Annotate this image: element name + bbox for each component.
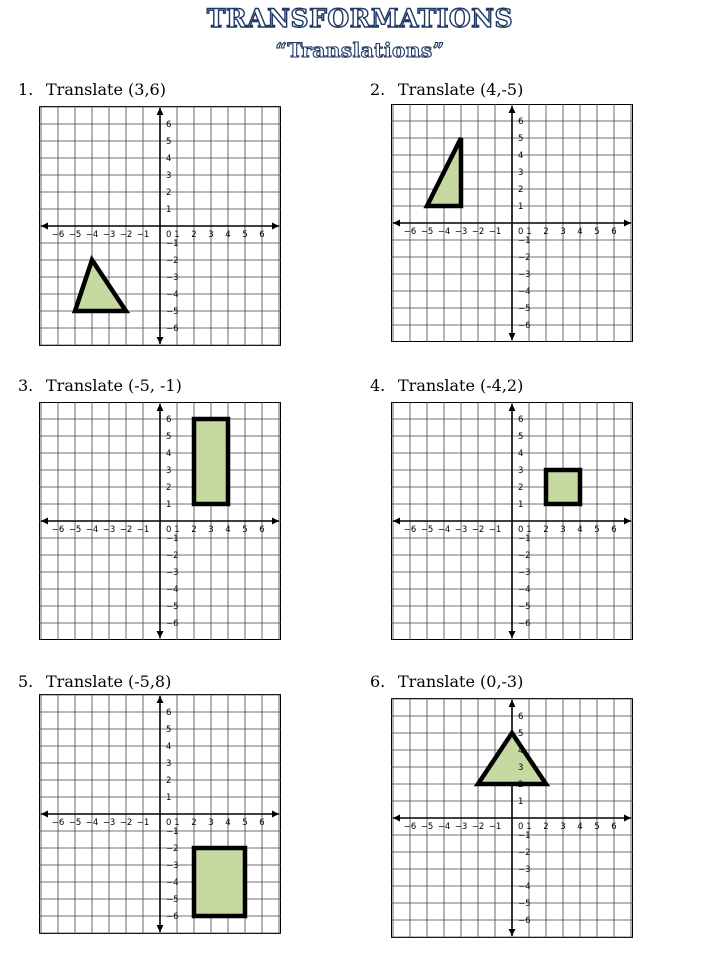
problem-instruction: Translate (-5,8) xyxy=(46,672,172,691)
x-tick-label: 6 xyxy=(259,818,265,828)
y-tick-label: −6 xyxy=(518,619,531,629)
y-tick-label: 4 xyxy=(518,449,524,459)
y-tick-label: 1 xyxy=(166,205,172,215)
figure-rectangle xyxy=(194,848,245,916)
y-tick-label: −6 xyxy=(518,321,531,331)
problem-instruction: Translate (-5, -1) xyxy=(46,376,182,395)
coordinate-grid-4 xyxy=(391,402,633,640)
x-tick-label: 2 xyxy=(543,822,549,832)
y-tick-label: 1 xyxy=(518,500,524,510)
y-tick-label: −2 xyxy=(166,551,179,561)
y-tick-label: 5 xyxy=(166,432,172,442)
y-tick-label: −3 xyxy=(166,568,179,578)
x-tick-label: −2 xyxy=(471,227,485,237)
y-tick-label: −3 xyxy=(518,270,531,280)
problem-instruction: Translate (-4,2) xyxy=(398,376,524,395)
x-tick-label: −5 xyxy=(68,230,82,240)
x-tick-label: −5 xyxy=(420,525,434,535)
coordinate-grid-1 xyxy=(39,106,281,346)
x-tick-label: −3 xyxy=(102,230,116,240)
problem-2-label xyxy=(370,80,523,99)
y-tick-label: 6 xyxy=(518,117,524,127)
y-tick-label: −1 xyxy=(518,534,531,544)
y-tick-label: −5 xyxy=(518,304,531,314)
y-tick-label: 5 xyxy=(166,725,172,735)
x-tick-label: 2 xyxy=(191,818,197,828)
origin-label: 0 xyxy=(518,525,524,535)
x-tick-label: 5 xyxy=(594,822,600,832)
x-tick-label: −6 xyxy=(51,525,65,535)
problem-number: 2. xyxy=(370,80,386,99)
y-tick-label: −1 xyxy=(166,239,179,249)
x-tick-label: −4 xyxy=(85,525,99,535)
x-tick-label: 1 xyxy=(526,227,532,237)
x-tick-label: 4 xyxy=(577,525,583,535)
y-tick-label: 1 xyxy=(518,797,524,807)
y-tick-label: 6 xyxy=(166,120,172,130)
y-tick-label: −4 xyxy=(166,585,179,595)
x-tick-label: 6 xyxy=(611,227,617,237)
x-tick-label: −6 xyxy=(403,822,417,832)
figure-square xyxy=(546,470,580,504)
problem-6-label xyxy=(370,672,523,691)
y-tick-label: −5 xyxy=(166,307,179,317)
x-tick-label: −5 xyxy=(68,818,82,828)
x-tick-label: 2 xyxy=(191,525,197,535)
y-tick-label: 6 xyxy=(166,415,172,425)
y-tick-label: −5 xyxy=(166,895,179,905)
worksheet-subtitle: “Translations” xyxy=(275,38,445,62)
x-tick-label: 1 xyxy=(174,818,180,828)
x-tick-label: 5 xyxy=(594,227,600,237)
y-tick-label: 4 xyxy=(166,742,172,752)
y-tick-label: 2 xyxy=(518,780,524,790)
x-tick-label: −2 xyxy=(119,818,133,828)
y-tick-label: −6 xyxy=(518,916,531,926)
y-tick-label: 2 xyxy=(166,188,172,198)
y-tick-label: 2 xyxy=(518,483,524,493)
origin-label: 0 xyxy=(166,818,172,828)
x-tick-label: 4 xyxy=(225,818,231,828)
y-tick-label: 6 xyxy=(518,415,524,425)
x-tick-label: 5 xyxy=(242,230,248,240)
y-tick-label: 3 xyxy=(518,466,524,476)
x-tick-label: 1 xyxy=(174,230,180,240)
x-tick-label: −4 xyxy=(437,525,451,535)
x-tick-label: 6 xyxy=(259,525,265,535)
y-tick-label: −3 xyxy=(518,568,531,578)
y-tick-label: −2 xyxy=(518,848,531,858)
x-tick-label: −5 xyxy=(420,822,434,832)
x-tick-label: 2 xyxy=(543,227,549,237)
x-tick-label: 1 xyxy=(526,525,532,535)
problem-3-label xyxy=(18,376,182,395)
problem-instruction: Translate (0,-3) xyxy=(398,672,524,691)
y-tick-label: −1 xyxy=(518,831,531,841)
y-tick-label: −4 xyxy=(166,290,179,300)
origin-label: 0 xyxy=(166,525,172,535)
x-tick-label: −4 xyxy=(437,227,451,237)
y-tick-label: −3 xyxy=(518,865,531,875)
y-tick-label: 3 xyxy=(166,171,172,181)
y-tick-label: −1 xyxy=(166,827,179,837)
y-tick-label: 1 xyxy=(166,793,172,803)
y-tick-label: 2 xyxy=(166,483,172,493)
problem-number: 1. xyxy=(18,80,34,99)
x-tick-label: −6 xyxy=(51,818,65,828)
x-tick-label: −2 xyxy=(119,525,133,535)
x-tick-label: 3 xyxy=(560,227,566,237)
y-tick-label: −5 xyxy=(166,602,179,612)
y-tick-label: 4 xyxy=(518,746,524,756)
x-tick-label: −3 xyxy=(454,525,468,535)
y-tick-label: −5 xyxy=(518,602,531,612)
x-tick-label: −1 xyxy=(488,525,502,535)
figure-rectangle xyxy=(194,419,228,504)
y-tick-label: −6 xyxy=(166,619,179,629)
y-tick-label: 1 xyxy=(518,202,524,212)
y-tick-label: −4 xyxy=(166,878,179,888)
y-tick-label: 4 xyxy=(166,449,172,459)
x-tick-label: −1 xyxy=(136,818,150,828)
y-tick-label: −2 xyxy=(518,551,531,561)
problem-number: 4. xyxy=(370,376,386,395)
y-tick-label: 5 xyxy=(166,137,172,147)
x-tick-label: 4 xyxy=(577,822,583,832)
x-tick-label: 2 xyxy=(543,525,549,535)
x-tick-label: 5 xyxy=(242,525,248,535)
y-tick-label: 2 xyxy=(518,185,524,195)
x-tick-label: 6 xyxy=(259,230,265,240)
y-tick-label: 5 xyxy=(518,729,524,739)
y-tick-label: −1 xyxy=(166,534,179,544)
y-tick-label: 6 xyxy=(518,712,524,722)
problem-5-label xyxy=(18,672,171,691)
y-tick-label: 6 xyxy=(166,708,172,718)
x-tick-label: 4 xyxy=(225,525,231,535)
origin-label: 0 xyxy=(518,227,524,237)
y-tick-label: 4 xyxy=(166,154,172,164)
problem-number: 5. xyxy=(18,672,34,691)
y-tick-label: −5 xyxy=(518,899,531,909)
x-tick-label: 4 xyxy=(225,230,231,240)
y-tick-label: −2 xyxy=(166,256,179,266)
y-tick-label: −2 xyxy=(518,253,531,263)
problem-number: 6. xyxy=(370,672,386,691)
problem-1-label xyxy=(18,80,166,99)
y-tick-label: 5 xyxy=(518,134,524,144)
problem-4-label xyxy=(370,376,523,395)
y-tick-label: 4 xyxy=(518,151,524,161)
coordinate-grid-6 xyxy=(391,698,633,938)
y-tick-label: 1 xyxy=(166,500,172,510)
y-tick-label: −4 xyxy=(518,585,531,595)
x-tick-label: −1 xyxy=(488,227,502,237)
x-tick-label: 3 xyxy=(560,525,566,535)
x-tick-label: −3 xyxy=(102,818,116,828)
y-tick-label: −3 xyxy=(166,861,179,871)
x-tick-label: −5 xyxy=(420,227,434,237)
x-tick-label: −1 xyxy=(488,822,502,832)
x-tick-label: 5 xyxy=(242,818,248,828)
y-tick-label: −6 xyxy=(166,912,179,922)
x-tick-label: 3 xyxy=(208,230,214,240)
x-tick-label: −1 xyxy=(136,525,150,535)
x-tick-label: 4 xyxy=(577,227,583,237)
x-tick-label: 1 xyxy=(174,525,180,535)
origin-label: 0 xyxy=(166,230,172,240)
x-tick-label: −2 xyxy=(471,525,485,535)
x-tick-label: 6 xyxy=(611,525,617,535)
x-tick-label: −4 xyxy=(437,822,451,832)
y-tick-label: 3 xyxy=(518,763,524,773)
x-tick-label: 1 xyxy=(526,822,532,832)
worksheet-title: TRANSFORMATIONS xyxy=(206,4,514,33)
y-tick-label: 2 xyxy=(166,776,172,786)
x-tick-label: −6 xyxy=(403,525,417,535)
x-tick-label: −6 xyxy=(51,230,65,240)
y-tick-label: 5 xyxy=(518,432,524,442)
x-tick-label: 5 xyxy=(594,525,600,535)
x-tick-label: −2 xyxy=(119,230,133,240)
y-tick-label: 3 xyxy=(166,759,172,769)
y-tick-label: −4 xyxy=(518,287,531,297)
y-tick-label: −3 xyxy=(166,273,179,283)
x-tick-label: −2 xyxy=(471,822,485,832)
y-tick-label: −4 xyxy=(518,882,531,892)
coordinate-grid-3 xyxy=(39,402,281,640)
x-tick-label: −5 xyxy=(68,525,82,535)
y-tick-label: −6 xyxy=(166,324,179,334)
x-tick-label: −6 xyxy=(403,227,417,237)
x-tick-label: 3 xyxy=(560,822,566,832)
y-tick-label: −1 xyxy=(518,236,531,246)
x-tick-label: −3 xyxy=(102,525,116,535)
problem-instruction: Translate (3,6) xyxy=(46,80,166,99)
y-tick-label: −2 xyxy=(166,844,179,854)
x-tick-label: 3 xyxy=(208,525,214,535)
x-tick-label: −4 xyxy=(85,230,99,240)
x-tick-label: 6 xyxy=(611,822,617,832)
problem-instruction: Translate (4,-5) xyxy=(398,80,524,99)
problem-number: 3. xyxy=(18,376,34,395)
origin-label: 0 xyxy=(518,822,524,832)
x-tick-label: −3 xyxy=(454,822,468,832)
x-tick-label: −4 xyxy=(85,818,99,828)
x-tick-label: 3 xyxy=(208,818,214,828)
x-tick-label: −1 xyxy=(136,230,150,240)
x-tick-label: 2 xyxy=(191,230,197,240)
coordinate-grid-5 xyxy=(39,694,281,934)
x-tick-label: −3 xyxy=(454,227,468,237)
y-tick-label: 3 xyxy=(166,466,172,476)
coordinate-grid-2 xyxy=(391,104,633,342)
y-tick-label: 3 xyxy=(518,168,524,178)
